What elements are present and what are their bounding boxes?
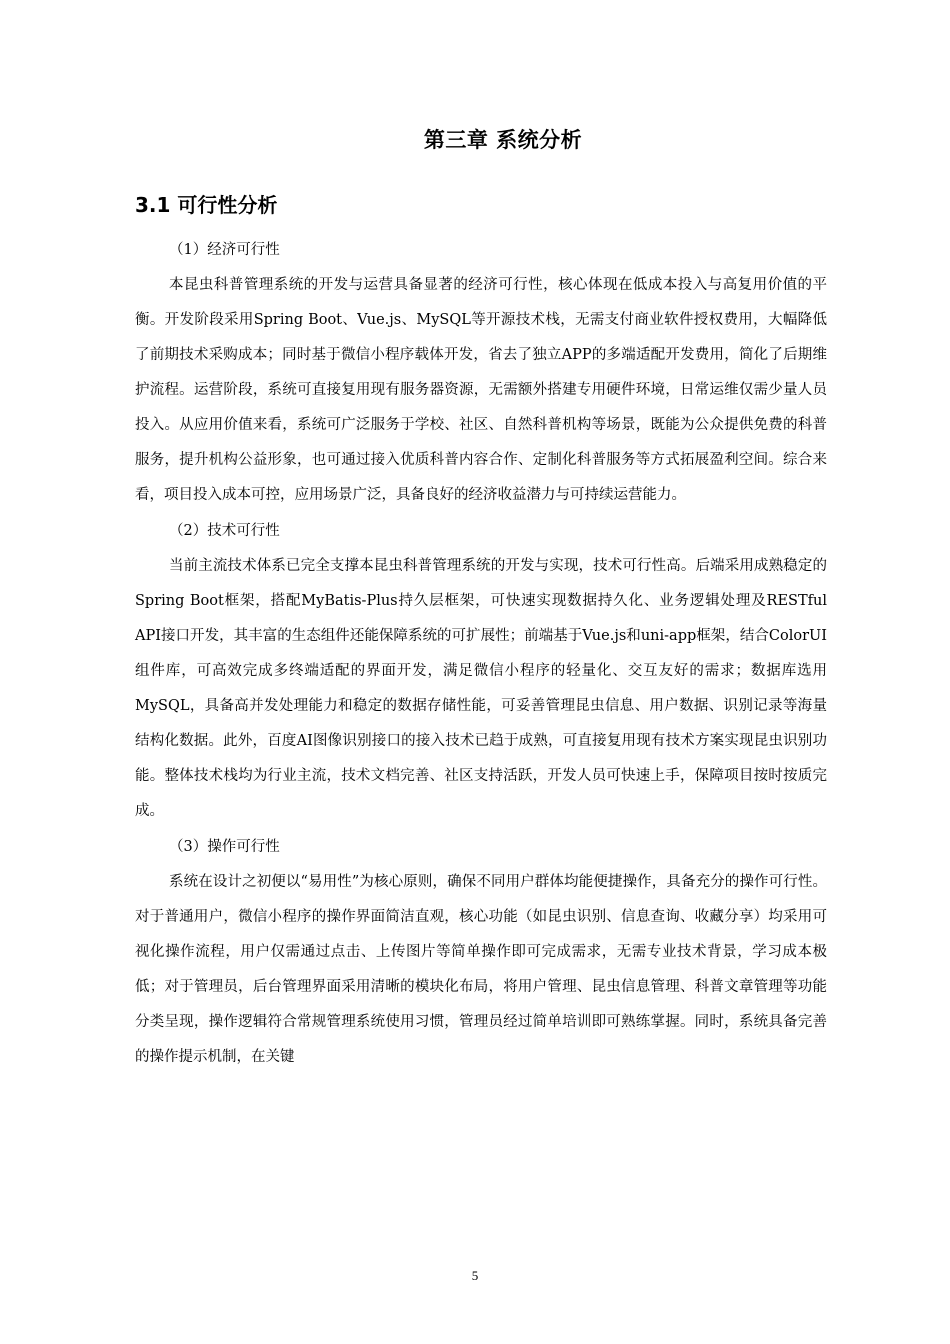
subsection-heading-technical: （2）技术可行性 — [169, 523, 280, 539]
chapter-title: 第三章 系统分析 — [423, 128, 583, 152]
paragraph-operational-feasibility: 系统在设计之初便以“易用性”为核心原则，确保不同用户群体均能便捷操作，具备充分的操作可行性。对于普通用户，微信小程序的操作界面简洁直观，核心功能（如昆虫识别、信息查询、收藏分享）均采用可视化操作流程，用户仅需通过点击、上传图片等简单操作即可完成需求，无需专业技术背景，学习成本极低；对于管理员，后台管理界面采用清晰的模块化布局，将用户管理、昆虫信息管理、科普文章管理等功能分类呈现，操作逻辑符合常规管理系统使用习惯，管理员经过简单培训即可熟练掌握。同时，系统具备完善的操作提示机制，在关键 — [135, 874, 827, 1065]
paragraph-economic-feasibility: 本昆虫科普管理系统的开发与运营具备显著的经济可行性，核心体现在低成本投入与高复用价值的平衡。开发阶段采用Spring Boot、Vue.js、MySQL等开源技术栈，无需支付商业软件授权费用，大幅降低了前期技术采购成本；同时基于微信小程序载体开发，省去了独立APP的多端适配开发费用，简化了后期维护流程。运营阶段，系统可直接复用现有服务器资源，无需额外搭建专用硬件环境，日常运维仅需少量人员投入。从应用价值来看，系统可广泛服务于学校、社区、自然科普机构等场景，既能为公众提供免费的科普服务，提升机构公益形象，也可通过接入优质科普内容合作、定制化科普服务等方式拓展盈利空间。综合来看，项目投入成本可控，应用场景广泛，具备良好的经济收益潜力与可持续运营能力。 — [135, 277, 827, 503]
section-body — [135, 232, 827, 1075]
page-number: 5 — [471, 1268, 479, 1283]
section-title: 3.1 可行性分析 — [135, 193, 278, 217]
paragraph-technical-feasibility: 当前主流技术体系已完全支撑本昆虫科普管理系统的开发与实现，技术可行性高。后端采用成熟稳定的Spring Boot框架，搭配MyBatis-Plus持久层框架，可快速实现数据持久化、业务逻辑处理及RESTful API接口开发，其丰富的生态组件还能保障系统的可扩展性；前端基于Vue.js和uni-app框架，结合ColorUI组件库，可高效完成多终端适配的界面开发，满足微信小程序的轻量化、交互友好的需求；数据库选用MySQL，具备高并发处理能力和稳定的数据存储性能，可妥善管理昆虫信息、用户数据、识别记录等海量结构化数据。此外，百度AI图像识别接口的接入技术已趋于成熟，可直接复用现有技术方案实现昆虫识别功能。整体技术栈均为行业主流，技术文档完善、社区支持活跃，开发人员可快速上手，保障项目按时按质完成。 — [135, 558, 827, 819]
subsection-heading-operational: （3）操作可行性 — [169, 839, 280, 855]
subsection-heading-economic: （1）经济可行性 — [169, 242, 280, 258]
